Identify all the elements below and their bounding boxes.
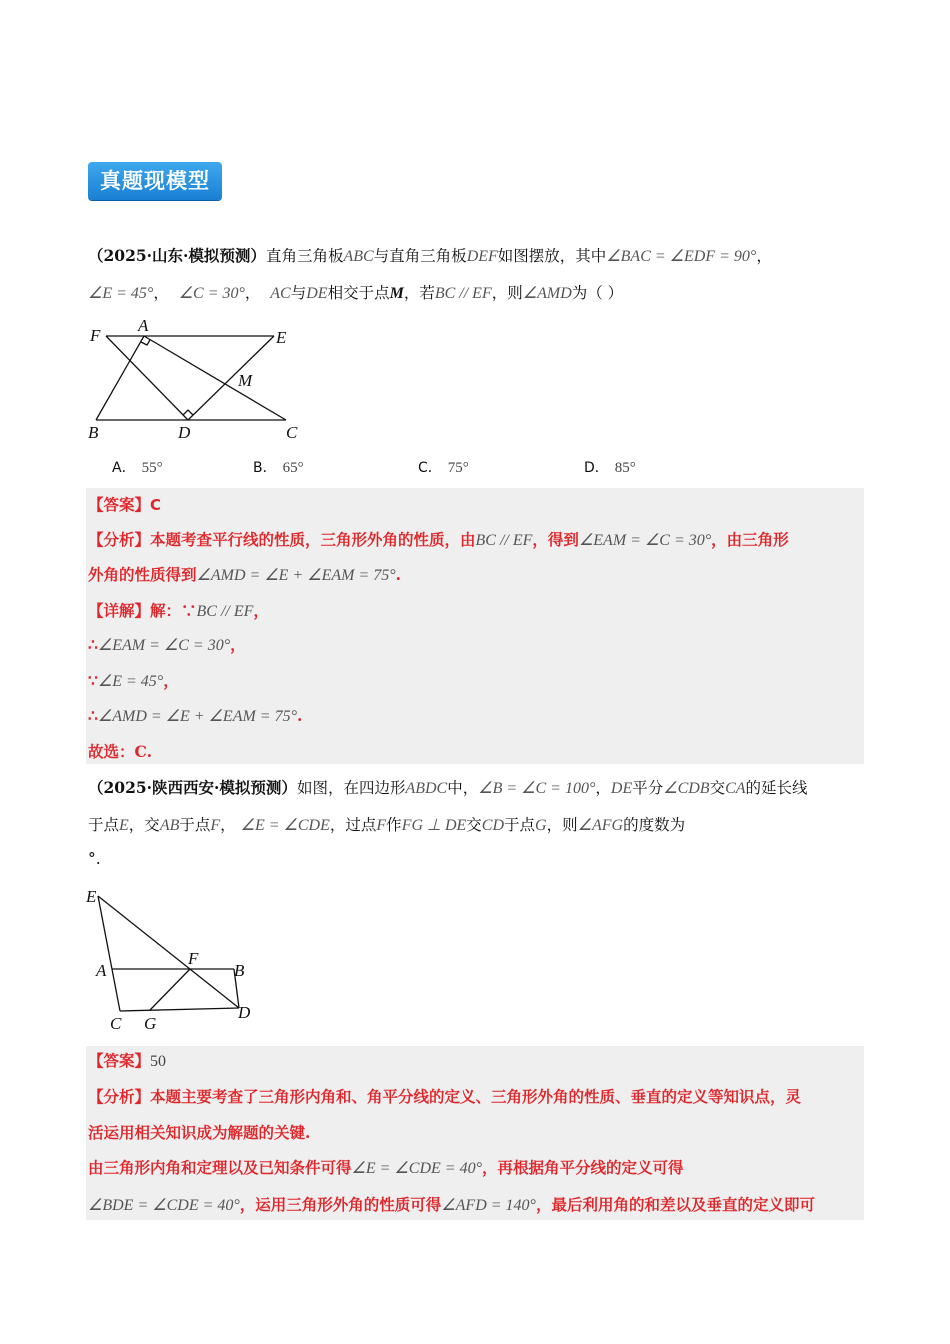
math: ∠AMD = ∠E + ∠EAM = 75° — [196, 567, 396, 584]
analysis-text: ，由三角形 — [711, 530, 789, 549]
q1-analysis-line-1 — [88, 529, 789, 552]
math: CD — [481, 817, 505, 834]
q1-choose: 故选：C. — [88, 742, 152, 761]
option-letter: A． — [112, 460, 136, 476]
analysis-text: 由三角形内角和定理以及已知条件可得 — [88, 1158, 352, 1177]
q1-text: 与直角三角板 — [373, 247, 467, 265]
math: ∠BAC = ∠EDF = 90° — [606, 248, 757, 265]
label-d: D — [178, 423, 191, 442]
label-g: G — [144, 1014, 157, 1033]
analysis-text: 外角的性质得到 — [88, 565, 197, 584]
math: ∠E = 45° — [88, 285, 154, 302]
q2-answer: 50 — [150, 1053, 167, 1070]
q2-figure — [84, 884, 264, 1034]
option-letter: C． — [418, 460, 442, 476]
label-c: C — [286, 423, 298, 442]
math: BC // EF — [475, 532, 533, 549]
q2-text: 于点 — [179, 816, 211, 834]
math: ABC — [343, 248, 374, 265]
math: ∠AFG — [577, 817, 624, 834]
q1-figure — [86, 316, 306, 444]
label-f: F — [188, 949, 199, 968]
math: G — [535, 817, 547, 834]
label-a: A — [96, 961, 107, 980]
q1-analysis-line-2 — [88, 564, 401, 587]
option-d[interactable] — [584, 456, 636, 479]
q1-text: ， — [153, 284, 169, 302]
q2-analysis-line-2 — [88, 1122, 310, 1144]
label-d: D — [238, 1003, 251, 1022]
q2-text: 交 — [466, 816, 482, 834]
q2-analysis-line-1 — [88, 1086, 801, 1108]
math: ∠CDB — [663, 780, 710, 797]
q1-text: 为（ ） — [571, 284, 624, 302]
q1-detail-line-3 — [88, 670, 179, 693]
label-b: B — [88, 423, 99, 442]
label-f: F — [90, 326, 101, 345]
math: BC // EF — [196, 603, 254, 620]
math: ∠B = ∠C = 100° — [478, 780, 596, 797]
q2-text: 如图，在四边形 — [296, 779, 406, 797]
math: ∠E = 45° — [97, 673, 164, 690]
detail-text: ∵ — [88, 671, 98, 690]
q1-text: 如图摆放，其中 — [497, 247, 607, 265]
q1-text: ，若 — [403, 284, 435, 302]
detail-text: . — [297, 706, 303, 725]
detail-text: ∴ — [88, 635, 98, 654]
detail-text: ∴ — [88, 706, 98, 725]
label-e: E — [276, 328, 287, 347]
q2-text: ，过点 — [329, 816, 377, 834]
math: BC // EF — [434, 285, 492, 302]
q1-detail-line-2 — [88, 634, 246, 657]
q2-answer-line — [88, 1050, 166, 1073]
q1-detail-line-1 — [88, 600, 269, 623]
option-letter: B． — [253, 460, 277, 476]
math: ∠EAM = ∠C = 30° — [578, 532, 712, 549]
q2-text: 作 — [386, 816, 402, 834]
label-b: B — [234, 961, 245, 980]
q2-text: ， — [595, 779, 611, 797]
math: ∠BDE = ∠CDE = 40° — [88, 1197, 240, 1214]
right-angle-d — [183, 410, 193, 415]
answer-tag: 【答案】 — [88, 1051, 151, 1070]
q2-text: 的延长线 — [745, 779, 808, 797]
math: ∠AMD = ∠E + ∠EAM = 75° — [97, 708, 297, 725]
math: ∠AFD = 140° — [441, 1197, 536, 1214]
label-m: M — [238, 371, 253, 390]
math: CA — [725, 780, 746, 797]
q1-text: ，则 — [491, 284, 523, 302]
line-cd — [120, 1008, 239, 1011]
q1-line-2 — [88, 282, 623, 305]
analysis-text: 活运用相关知识成为解题的关键. — [88, 1123, 311, 1142]
analysis-tag: 【分析】 — [88, 530, 151, 549]
analysis-text: ，最后利用角的和差以及垂直的定义即可 — [535, 1195, 815, 1214]
q2-source: （2025·陕西西安·模拟预测） — [88, 778, 297, 797]
detail-text: ， — [230, 635, 246, 654]
analysis-text: 本题考查平行线的性质，三角形外角的性质，由 — [150, 530, 476, 549]
option-value: 65° — [282, 460, 304, 476]
math: AB — [159, 817, 180, 834]
right-angle-a — [141, 340, 150, 345]
math: DE — [610, 780, 633, 797]
math: ∠E = ∠CDE = 40° — [351, 1160, 482, 1177]
section-title: 真题现模型 — [100, 169, 210, 193]
math: AC — [270, 285, 291, 302]
q1-text: 与 — [290, 284, 307, 302]
math: FG ⊥ DE — [401, 817, 467, 834]
q2-text: 交 — [709, 779, 726, 797]
q2-text: °. — [88, 850, 101, 868]
detail-text: 解：∵ — [150, 601, 197, 620]
q2-text: 的度数为 — [623, 816, 686, 834]
q2-text: 于点 — [88, 816, 120, 834]
q1-answer: C — [150, 496, 162, 514]
q1-line-1 — [88, 245, 772, 268]
option-a[interactable] — [112, 456, 163, 479]
q2-text: ，交 — [128, 816, 160, 834]
q2-text: 中， — [447, 779, 479, 797]
math: M — [389, 285, 404, 302]
line-ec — [98, 896, 120, 1011]
math: ∠E = ∠CDE — [240, 817, 330, 834]
option-letter: D． — [584, 460, 609, 476]
q2-line-2 — [88, 814, 685, 837]
analysis-tag: 【分析】 — [88, 1087, 151, 1106]
label-c: C — [110, 1014, 122, 1033]
detail-tag: 【详解】 — [88, 601, 151, 620]
q2-text: 于点 — [504, 816, 536, 834]
q1-text: ， — [244, 284, 261, 302]
math: DEF — [466, 248, 498, 265]
math: E — [119, 817, 129, 834]
q2-text: ，则 — [546, 816, 578, 834]
line-fd — [106, 336, 188, 420]
option-value: 85° — [614, 460, 636, 476]
line-ba — [96, 336, 144, 420]
analysis-text: ，运用三角形外角的性质可得 — [239, 1195, 442, 1214]
answer-tag: 【答案】 — [88, 495, 151, 514]
q2-analysis-line-4 — [88, 1194, 815, 1217]
q1-text: 直角三角板 — [265, 247, 344, 265]
option-value: 75° — [447, 460, 469, 476]
option-value: 55° — [141, 460, 163, 476]
label-e: E — [86, 887, 97, 906]
analysis-text: 本题主要考查了三角形内角和、角平分线的定义、三角形外角的性质、垂直的定义等知识点，灵 — [150, 1087, 802, 1106]
q1-source: （2025·山东·模拟预测） — [88, 246, 266, 265]
q1-detail-line-4 — [88, 705, 302, 728]
math: ABDC — [405, 780, 448, 797]
detail-text: ， — [253, 601, 269, 620]
q1-text: ， — [756, 247, 772, 265]
line-ac — [144, 336, 286, 420]
analysis-text: ，再根据角平分线的定义可得 — [481, 1158, 684, 1177]
section-banner — [88, 162, 222, 200]
label-a: A — [138, 316, 149, 335]
q1-text: 相交于点 — [327, 284, 390, 302]
math: F — [210, 817, 221, 834]
math: ∠EAM = ∠C = 30° — [97, 637, 231, 654]
q2-text: ， — [220, 816, 236, 834]
math: F — [376, 817, 387, 834]
line-de — [188, 336, 274, 420]
analysis-text: . — [395, 565, 402, 584]
math: DE — [306, 285, 328, 302]
q1-answer-line — [88, 494, 161, 516]
detail-text: ， — [163, 671, 179, 690]
q2-line-3 — [88, 848, 101, 870]
analysis-text: ，得到 — [532, 530, 579, 549]
option-c[interactable] — [418, 456, 469, 479]
line-fg — [150, 969, 190, 1010]
math: ∠C = 30° — [178, 285, 245, 302]
q2-text: 平分 — [632, 779, 664, 797]
q2-line-1 — [88, 777, 808, 800]
math: ∠AMD — [522, 285, 572, 302]
q2-analysis-line-3 — [88, 1157, 683, 1180]
option-b[interactable] — [253, 456, 304, 479]
